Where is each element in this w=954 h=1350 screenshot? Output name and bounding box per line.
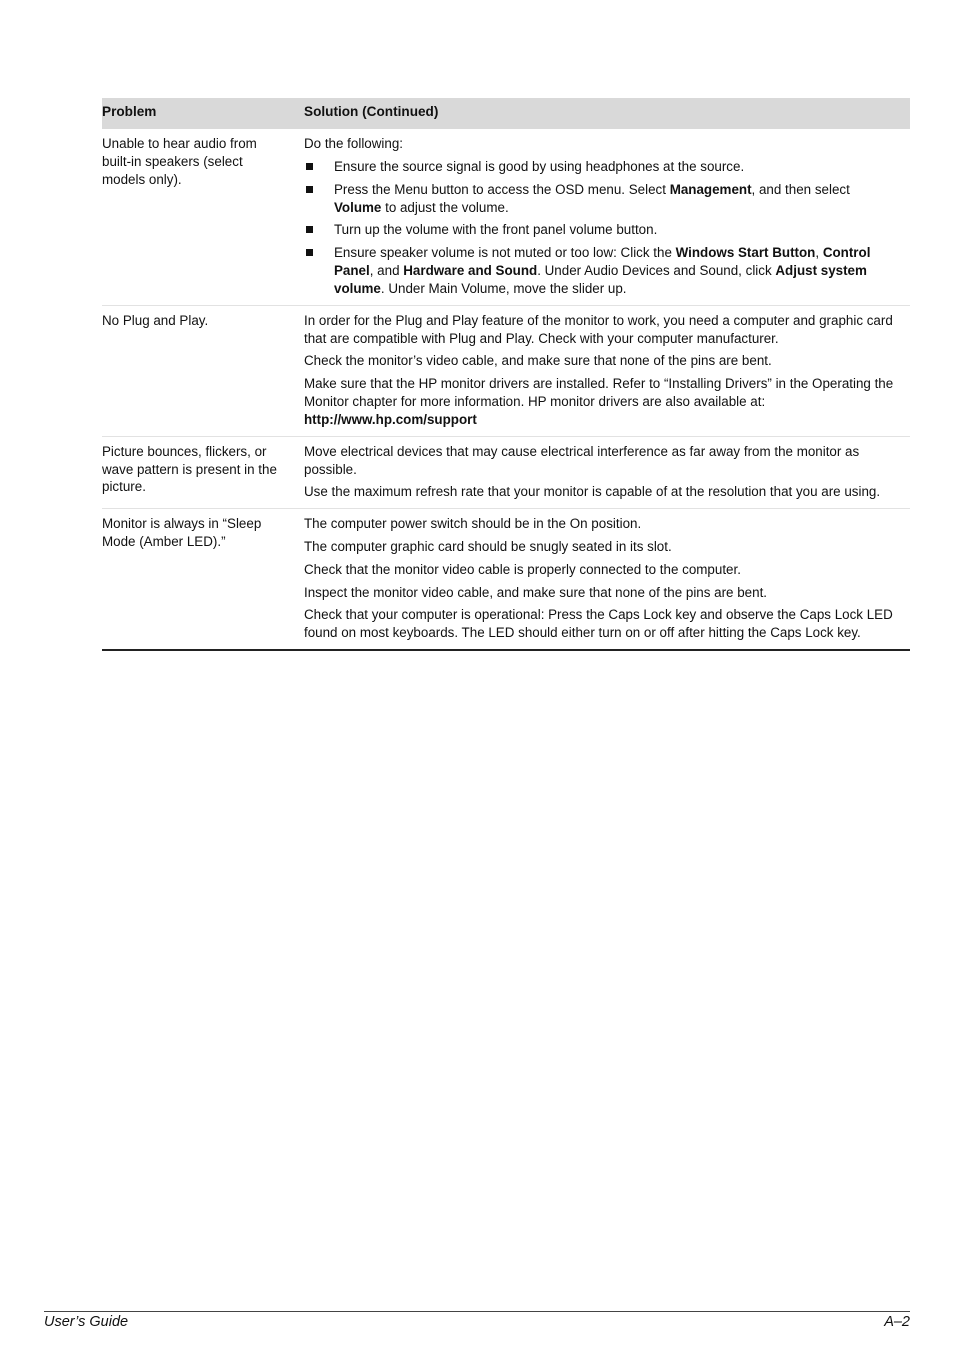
problem-cell (102, 129, 304, 305)
problem-text: Picture bounces, flickers, or wave pattern is present in the picture. (102, 443, 277, 495)
bold-term: Windows Start Button (675, 245, 816, 261)
bullet-item (304, 244, 894, 297)
solution-cell (304, 436, 910, 508)
bullet-text: Ensure the source signal is good by using headphones at the source. (334, 158, 745, 174)
solution-paragraph: The computer graphic card should be snugly seated in its slot. (304, 538, 672, 554)
solution-paragraph: Move electrical devices that may cause electrical interference as far away from the monitor as possible. (304, 443, 860, 477)
problem-cell (102, 509, 304, 650)
solution-paragraph: Check the monitor’s video cable, and make sure that none of the pins are bent. (304, 353, 772, 369)
square-bullet-icon (306, 249, 313, 256)
solution-intro: Do the following: (304, 136, 403, 152)
problem-text: No Plug and Play. (102, 312, 209, 328)
solution-cell (304, 129, 910, 305)
bullet-text: Turn up the volume with the front panel volume button. (334, 222, 658, 238)
square-bullet-icon (306, 226, 313, 233)
bold-term: http://www.hp.com/support (304, 411, 477, 427)
square-bullet-icon (306, 163, 313, 170)
solution-cell (304, 509, 910, 650)
bold-term: Hardware and Sound (403, 263, 538, 279)
bullet-item (304, 221, 894, 239)
bullet-text: Ensure speaker volume is not muted or too low: Click the Windows Start Button, Control Panel, and Hardware and Sound. Under Audio Devices and Sound, click Adjust system volume. Under Main Volume, move the slider up. (334, 245, 871, 296)
square-bullet-icon (306, 186, 313, 193)
table-header-row (102, 98, 910, 129)
table-row (102, 305, 910, 436)
bullet-item (304, 181, 894, 217)
solution-cell (304, 305, 910, 436)
solution-paragraph: Check that your computer is operational: Press the Caps Lock key and observe the Caps Lock LED found on most keyboards. The LED should either turn on or off after hitting the Caps Lock key. (304, 607, 893, 641)
table-row (102, 436, 910, 508)
solution-paragraph: Check that the monitor video cable is properly connected to the computer. (304, 561, 741, 577)
problem-cell (102, 305, 304, 436)
troubleshooting-table (102, 98, 910, 651)
solution-paragraph: Use the maximum refresh rate that your monitor is capable of at the resolution that you are using. (304, 484, 881, 500)
problem-cell (102, 436, 304, 508)
bold-term: Adjust system volume (334, 263, 867, 296)
table-row (102, 129, 910, 305)
header-solution: Solution (Continued) (304, 98, 910, 129)
bold-term: Control Panel (334, 245, 871, 279)
problem-text: Monitor is always in “Sleep Mode (Amber LED).” (102, 516, 262, 549)
header-problem: Problem (102, 98, 304, 129)
solution-paragraph: The computer power switch should be in the On position. (304, 516, 642, 532)
solution-paragraph: In order for the Plug and Play feature of the monitor to work, you need a computer and graphic card that are compatible with Plug and Play. Check with your computer manufacturer. (304, 312, 893, 346)
footer-page-number: A–2 (884, 1314, 910, 1330)
solution-paragraph: Make sure that the HP monitor drivers are installed. Refer to “Installing Drivers” in the Operating the Monitor chapter for more information. HP monitor drivers are also available at: http://www.hp.com/support (304, 376, 894, 427)
bold-term: Volume (334, 199, 382, 215)
table-row (102, 509, 910, 650)
problem-text: Unable to hear audio from built-in speakers (select models only). (102, 136, 257, 187)
footer-guide-title: User’s Guide (44, 1314, 129, 1330)
footer-rule (44, 1311, 910, 1312)
bold-term: Management (669, 181, 752, 197)
solution-paragraph: Inspect the monitor video cable, and make sure that none of the pins are bent. (304, 584, 768, 600)
solution-bullet-list (304, 158, 894, 298)
bullet-text: Press the Menu button to access the OSD menu. Select Management, and then select Volume to adjust the volume. (334, 181, 850, 215)
bullet-item (304, 158, 894, 176)
